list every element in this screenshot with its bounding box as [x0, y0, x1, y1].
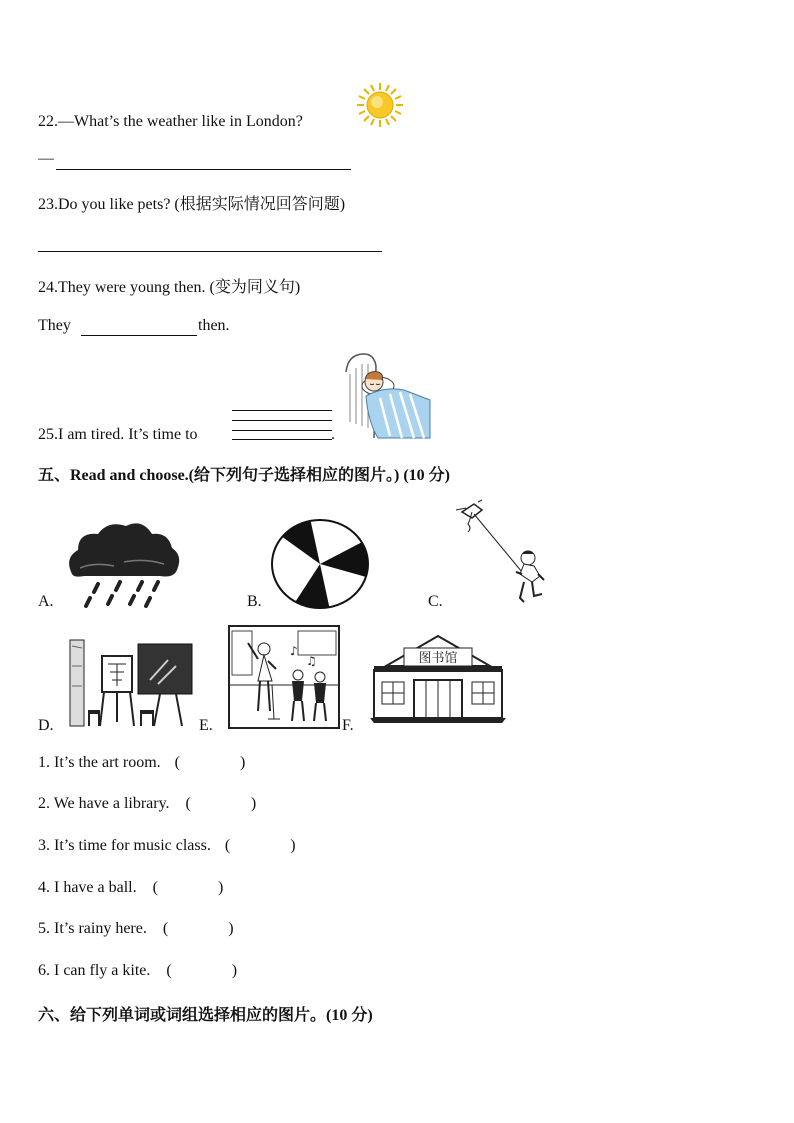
choice-item-6: 6. I can fly a kite. ( ) — [38, 962, 238, 979]
answer-line-25b[interactable] — [232, 420, 332, 421]
option-label-c: C. — [428, 593, 443, 610]
answer-paren-close: ) — [228, 920, 234, 937]
answer-paren-open[interactable]: ( — [166, 962, 172, 979]
answer-line-25c[interactable] — [232, 430, 332, 431]
option-label-f: F. — [342, 717, 354, 734]
rain-cloud-icon — [64, 518, 184, 608]
answer-start-24: They — [38, 317, 71, 334]
answer-line-23[interactable] — [38, 251, 382, 252]
option-label-d: D. — [38, 717, 54, 734]
answer-paren-open[interactable]: ( — [224, 837, 231, 854]
section-6-heading: 六、给下列单词或词组选择相应的图片。(10 分) — [38, 1007, 373, 1024]
beach-ball-icon — [270, 518, 370, 610]
option-label-b: B. — [247, 593, 262, 610]
boy-flying-kite-icon — [452, 498, 552, 610]
answer-paren-close: ) — [290, 837, 296, 854]
library-building-icon — [370, 630, 506, 724]
answer-paren-close: ) — [239, 754, 246, 771]
sleeping-girl-icon — [344, 352, 432, 440]
choice-item-4: 4. I have a ball. ( ) — [38, 879, 224, 896]
library-sign-text: 图书馆 — [418, 651, 458, 666]
question-22: 22.—What’s the weather like in London? — [38, 113, 303, 130]
svg-text:♪: ♪ — [290, 644, 298, 658]
art-room-icon — [68, 636, 194, 730]
question-23: 23.Do you like pets? (根据实际情况回答问题) — [38, 196, 346, 213]
svg-text:♫: ♫ — [306, 654, 317, 668]
option-label-e: E. — [199, 717, 213, 734]
answer-line-25a[interactable] — [232, 410, 332, 411]
answer-end-24: then. — [198, 317, 230, 334]
answer-line-25d[interactable] — [232, 439, 332, 440]
choice-item-5: 5. It’s rainy here. ( ) — [38, 920, 234, 937]
question-24: 24.They were young then. (变为同义句) — [38, 279, 301, 296]
answer-end-25: . — [331, 426, 335, 443]
answer-line-24[interactable] — [81, 335, 197, 336]
sun-icon — [356, 82, 404, 128]
answer-paren-close: ) — [250, 795, 257, 812]
answer-paren-open[interactable]: ( — [162, 920, 169, 937]
choice-item-3: 3. It’s time for music class. ( ) — [38, 837, 296, 854]
music-class-icon — [228, 625, 340, 729]
option-label-a: A. — [38, 593, 54, 610]
answer-paren-close: ) — [217, 879, 224, 896]
choice-item-2: 2. We have a library. ( ) — [38, 795, 257, 812]
answer-line-22[interactable] — [56, 169, 351, 170]
answer-paren-close: ) — [231, 962, 238, 979]
answer-paren-open[interactable]: ( — [185, 795, 191, 812]
choice-item-1: 1. It’s the art room. ( ) — [38, 754, 246, 771]
section-5-heading: 五、Read and choose.(给下列句子选择相应的图片。) (10 分) — [38, 467, 450, 484]
answer-paren-open[interactable]: ( — [174, 754, 180, 771]
answer-paren-open[interactable]: ( — [152, 879, 158, 896]
answer-dash: — — [38, 150, 54, 167]
question-25: 25.I am tired. It’s time to — [38, 426, 198, 443]
